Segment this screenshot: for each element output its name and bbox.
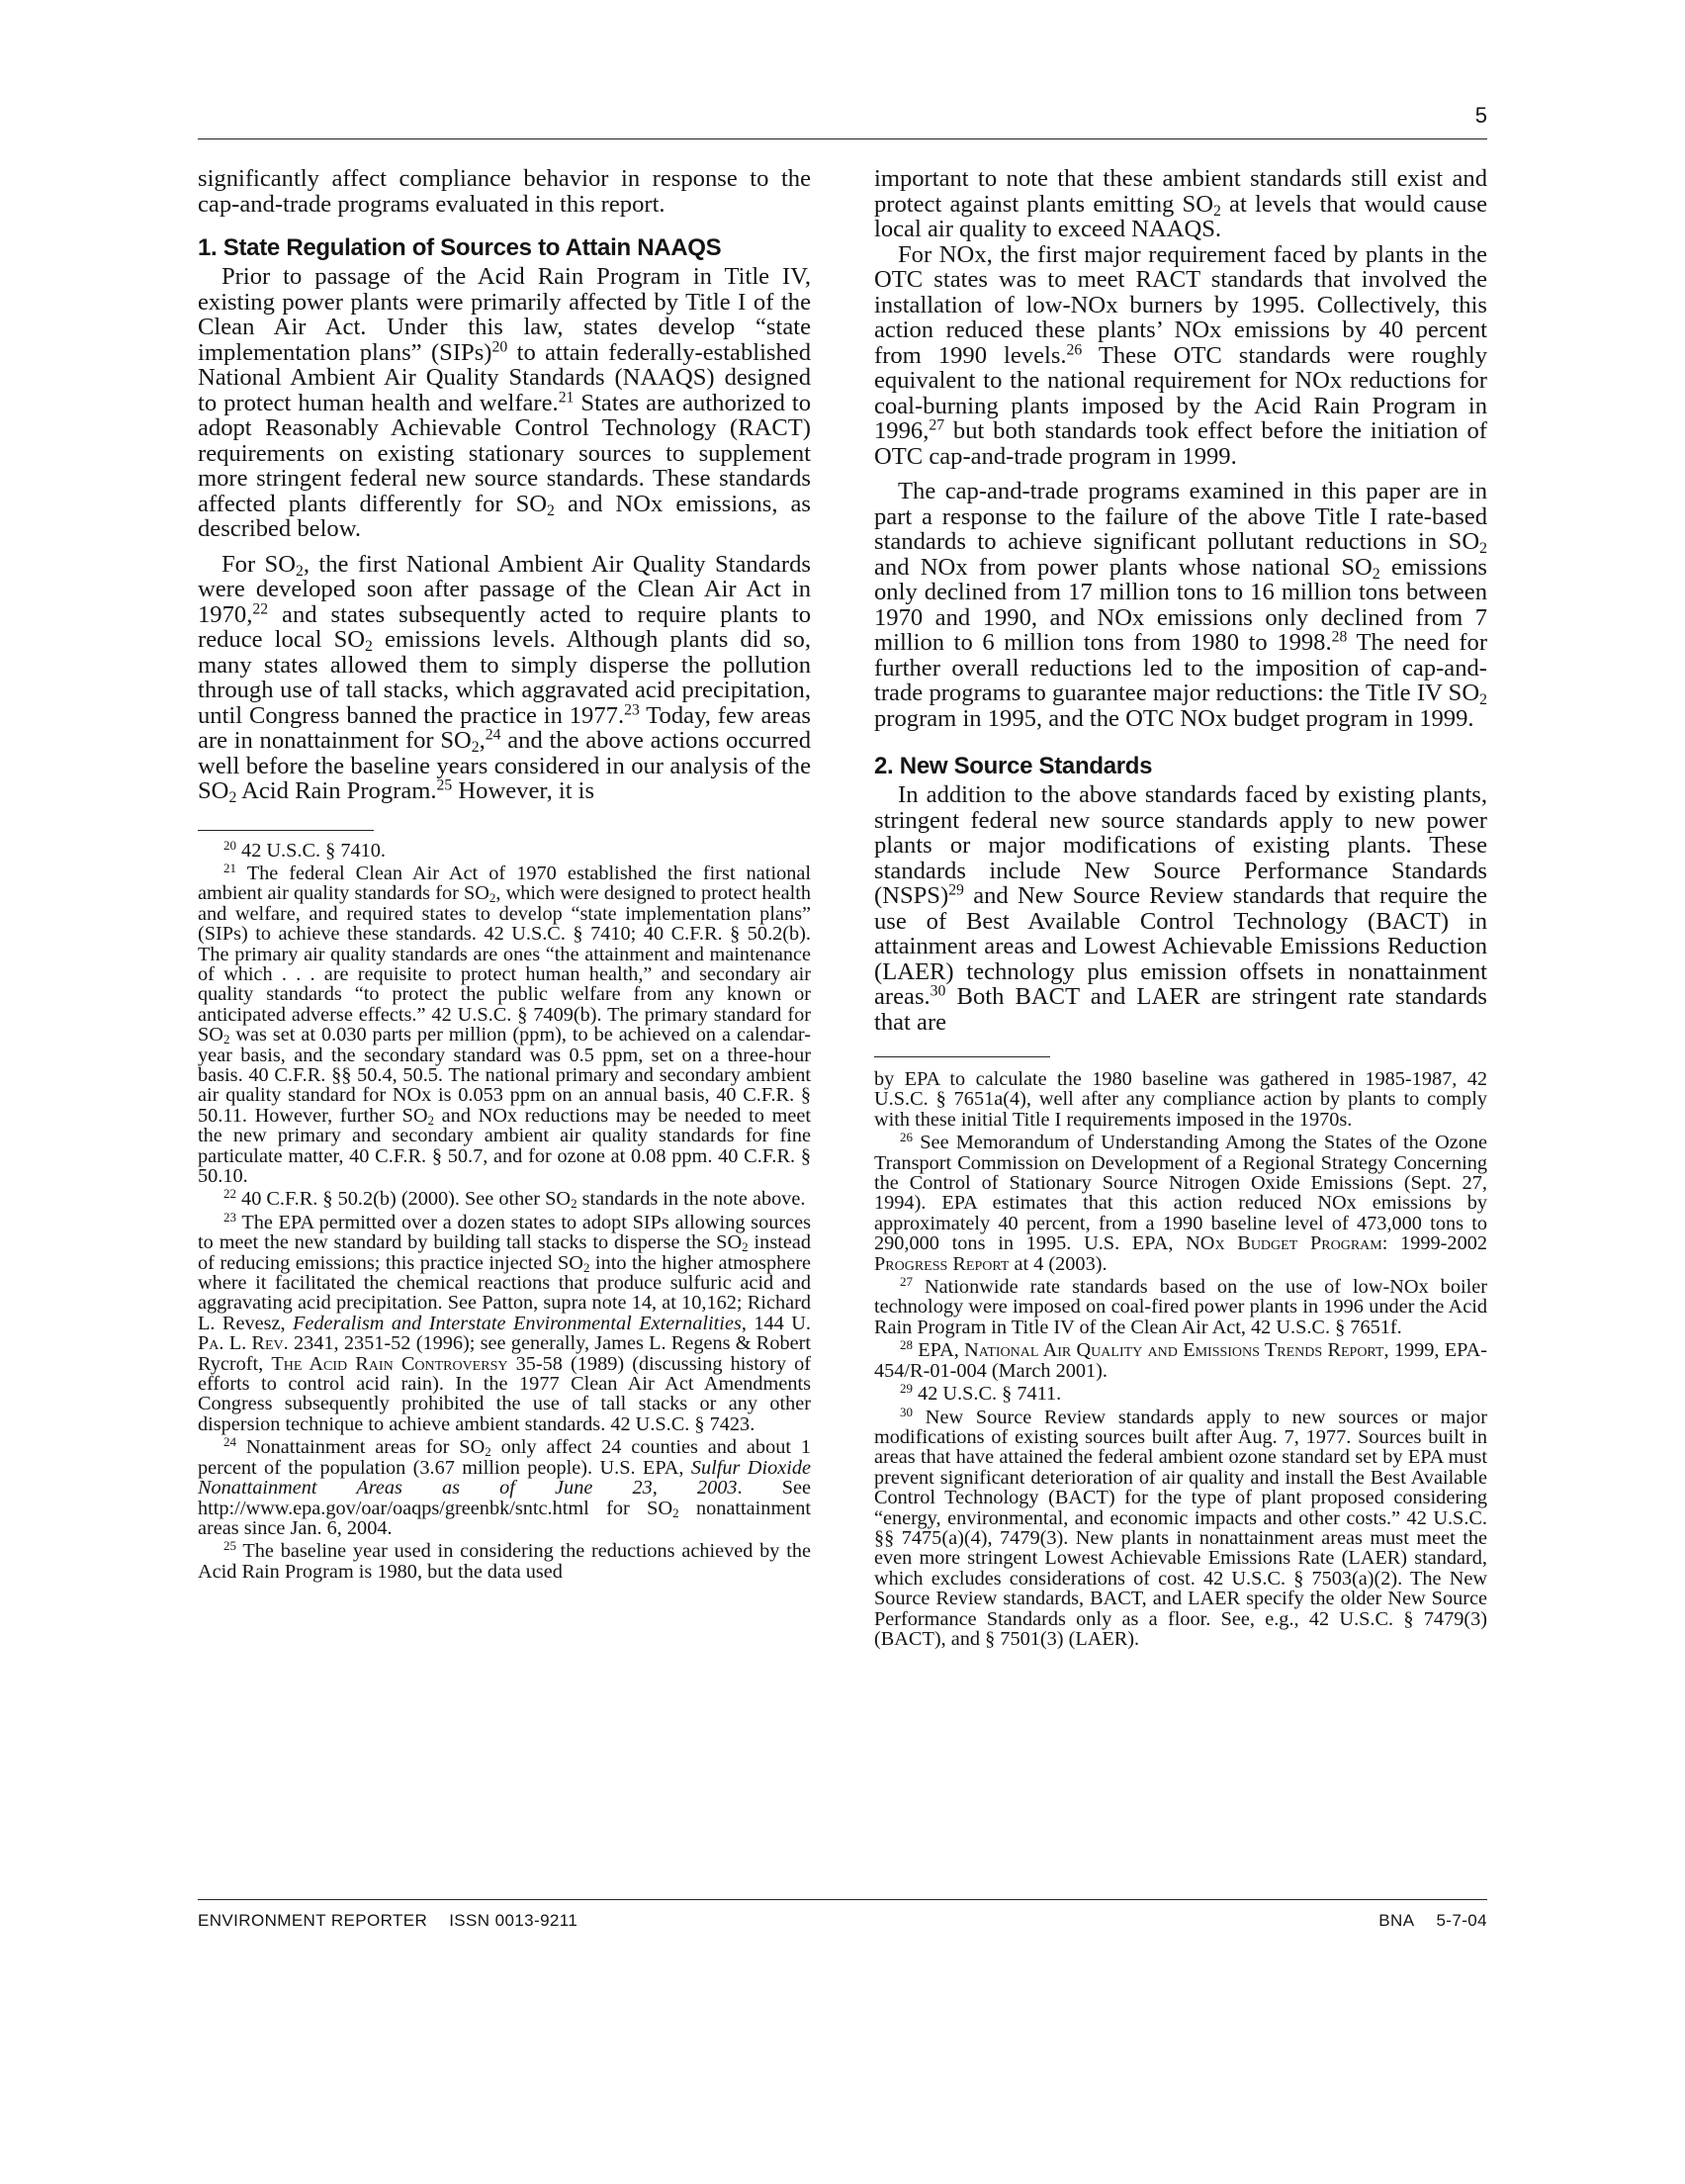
footer-publication-title: ENVIRONMENT REPORTER <box>198 1911 428 1930</box>
footnote-ref-25[interactable]: 25 <box>436 776 453 794</box>
footnote-ref-22[interactable]: 22 <box>252 599 269 617</box>
footnote-separator <box>198 830 374 831</box>
footnote-ref-27[interactable]: 27 <box>929 416 945 434</box>
footnote-ref-29[interactable]: 29 <box>948 881 964 899</box>
footnote-30: $^{30}$ New Source Review standards apply to new sources or major modifications of existing sources built after Aug. 7, 1977. Sources built in areas that have attained the federal ambient ozone standard set by EPA must prevent significant deterioration of air quality and install the Best Available Control Technology (BACT) for the type of plant proposed considering “energy, environmental, and economic impacts and other costs.” 42 U.S.C. §§ 7475(a)(4), 7479(3). New plants in nonattainment areas must meet the even more stringent Lowest Achievable Emissions Rate (LAER) standard, which excludes considerations of cost. 42 U.S.C. § 7503(a)(2). The New Source Review standards, BACT, and LAER specify the older New Source Performance Standards only as a floor. See, e.g., 42 U.S.C. § 7479(3) (BACT), and § 7501(3) (LAER). <box>874 1404 1487 1650</box>
paragraph-title-iv: Prior to passage of the Acid Rain Program in Title IV, existing power plants were primarily affected by Title I of the Clean Air Act. Under this law, states develop “state implementation plans” (SIPs)$^{20}$ to attain federally-established National Ambient Air Quality Standards (NAAQS) designed to protect human health and welfare.$^{21}$ States are authorized to adopt Reasonably Achievable Control Technology (RACT) requirements on existing stationary sources to supplement more stringent federal new source standards. These standards affected plants differently for $SO_2$ and NOx emissions, as described below. <box>198 263 812 542</box>
footer-date: 5-7-04 <box>1436 1911 1487 1930</box>
right-column <box>874 166 1487 1887</box>
footnote-ref-28[interactable]: 28 <box>1331 628 1348 646</box>
footnote-21: $^{21}$ The federal Clean Air Act of 1970 established the first national ambient air quality standards for $SO_2$, which were designed to protect health and welfare, and required states to develop “state implementation plans” (SIPs) to achieve these standards. 42 U.S.C. § 7410; 40 C.F.R. § 50.2(b). The primary air quality standards are ones “the attainment and maintenance of which . . . are requisite to protect human health,” and secondary air quality standards “to protect the public welfare from any known or anticipated adverse effects.” 42 U.S.C. § 7409(b). The primary standard for $SO_2$ was set at 0.030 parts per million (ppm), to be achieved on a calendar-year basis, and the secondary standard was 0.5 ppm, set on a three-hour basis. 40 C.F.R. §§ 50.4, 50.5. The national primary and secondary ambient air quality standard for NOx is 0.053 ppm on an annual basis, 40 C.F.R. § 50.11. However, further $SO_2$ and NOx reductions may be needed to meet the new primary and secondary ambient air quality standards for fine particulate matter, 40 C.F.R. § 50.7, and for ozone at 0.08 ppm. 40 C.F.R. § 50.10. <box>198 860 811 1187</box>
section-heading-new-source: 2. New Source Standards <box>874 753 1153 779</box>
intro-paragraph: significantly affect compliance behavior in response to the cap-and-trade programs evaluated in this report. <box>198 165 811 218</box>
footnote-23: $^{23}$ The EPA permitted over a dozen states to adopt SIPs allowing sources to meet the new standard by building tall stacks to disperse the $SO_2$ instead of reducing emissions; this practice injected $SO_2$ into the higher atmosphere where it facilitated the chemical reactions that produce sulfuric acid and aggravating acid precipitation. See Patton, supra note 14, at 10,162; Richard L. Revesz, Federalism and Interstate Environmental Externalities, 144 U. Pa. L. Rev. 2341, 2351-52 (1996); see generally, James L. Regens & Robert Rycroft, The Acid Rain Controversy 35-58 (1989) (discussing history of efforts to control acid rain). In the 1977 Clean Air Act Amendments Congress subsequently prohibited the use of tall stacks or any other dispersion technique to achieve ambient standards. 42 U.S.C. § 7423. <box>198 1209 811 1435</box>
left-column <box>198 166 811 1887</box>
header-rule <box>198 138 1487 139</box>
footnote-22: $^{22}$ 40 C.F.R. § 50.2(b) (2000). See other $SO_2$ standards in the note above. <box>223 1186 806 1212</box>
footnote-ref-21[interactable]: 21 <box>558 388 575 406</box>
footer-publisher: BNA <box>1378 1911 1415 1930</box>
paragraph-nox: For NOx, the first major requirement faced by plants in the OTC states was to meet RACT standards that involved the installation of low-NOx burners by 1995. Collectively, this action reduced these plants’ NOx emissions by 40 percent from 1990 levels.$^{26}$ These OTC standards were roughly equivalent to the national requirement for NOx reductions for coal-burning plants imposed by the Acid Rain Program in 1996,27 but both standards took effect before the initiation of OTC cap-and-trade program in 1999. <box>874 240 1487 470</box>
footnote-ref-24[interactable]: 24 <box>485 726 501 744</box>
page-number: 5 <box>1474 103 1487 128</box>
footnote-ref-23[interactable]: 23 <box>624 700 640 718</box>
footnote-27: $^{27}$ Nationwide rate standards based on the use of low-NOx boiler technology were imposed on coal-fired power plants in 1996 under the Acid Rain Program in Title IV of the Clean Air Act, 42 U.S.C. § 7651f. <box>874 1273 1487 1338</box>
footnote-ref-26[interactable]: 26 <box>1066 340 1083 358</box>
footnote-28: $^{28}$ EPA, National Air Quality and Emissions Trends Report, 1999, EPA-454/R-01-004 (March 2001). <box>874 1337 1487 1382</box>
footer-issn: ISSN 0013-9211 <box>449 1911 578 1930</box>
footnote-20: $^{20}$ 42 U.S.C. § 7410. <box>223 837 386 862</box>
footnote-24: $^{24}$ Nonattainment areas for $SO_2$ only affect 24 counties and about 1 percent of the population (3.67 million people). U.S. EPA, Sulfur Dioxide Nonattainment Areas as of June 23, 2003. See http://www.epa.gov/oar/oaqps/greenbk/sntc.html for $SO_2$ nonattainment areas since Jan. 6, 2004. <box>198 1434 812 1539</box>
paragraph-so2: For $SO_2$, the first National Ambient Air Quality Standards were developed soon after passage of the Clean Air Act in 1970,22 and states subsequently acted to require plants to reduce local $SO_2$ emissions levels. Although plants did so, many states allowed them to simply disperse the pollution through use of tall stacks, which aggravated acid precipitation, until Congress banned the practice in 1977.23 Today, few areas are in nonattainment for $SO_2,^{24}$ and the above actions occurred well before the baseline years considered in our analysis of the $SO_2$ Acid Rain Program.$^{25}$ However, it is <box>198 550 812 806</box>
footnote-25: $^{25}$ The baseline year used in considering the reductions achieved by the Acid Rain Program is 1980, but the data used <box>198 1538 811 1583</box>
section-heading-state-regulation: 1. State Regulation of Sources to Attain NAAQS <box>198 234 722 261</box>
footnote-29: $^{29}$ 42 U.S.C. § 7411. <box>900 1380 1062 1406</box>
footer-rule <box>198 1899 1487 1900</box>
footnote-ref-20[interactable]: 20 <box>491 337 508 355</box>
footnote-25-continued: by EPA to calculate the 1980 baseline was gathered in 1985-1987, 42 U.S.C. § 7651a(4), well after any compliance action by plants to comply with these initial Title I requirements imposed in the 1970s. <box>874 1068 1487 1131</box>
footnote-separator <box>874 1056 1050 1057</box>
paragraph-cap-and-trade: The cap-and-trade programs examined in this paper are in part a response to the failure of the above Title I rate-based standards to achieve significant pollutant reductions in $SO_2$ and NOx from power plants whose national $SO_2$ emissions only declined from 17 million tons to 16 million tons between 1970 and 1990, and NOx emissions only declined from 7 million to 6 million tons from 1980 to 1998.28 The need for further overall reductions led to the imposition of cap-and-trade programs to guarantee major reductions: the Title IV $SO_2$ program in 1995, and the OTC NOx budget program in 1999. <box>874 478 1488 732</box>
footer-publication <box>198 1911 577 1931</box>
footnote-ref-30[interactable]: 30 <box>930 982 946 1000</box>
footer-issue <box>1321 1911 1487 1931</box>
paragraph-new-source: In addition to the above standards faced by existing plants, stringent federal new source standards apply to new power plants or major modifications of existing plants. These standards include New Source Performance Standards (NSPS)$^{29}$ and New Source Review standards that require the use of Best Available Control Technology (BACT) in attainment areas and Lowest Achievable Emissions Reduction (LAER) technology plus emission offsets in nonattainment areas.$^{30}$ Both BACT and LAER are stringent rate standards that are <box>874 781 1487 1036</box>
footnote-26: $^{26}$ See Memorandum of Understanding Among the States of the Ozone Transport Commission on Development of a Regional Strategy Concerning the Control of Stationary Source Nitrogen Oxide Emissions (Sept. 27, 1994). EPA estimates that this action reduced NOx emissions by approximately 40 percent, from a 1990 baseline level of 473,000 tons to 290,000 tons in 1995. U.S. EPA, NOx Budget Program: 1999-2002 Progress Report at 4 (2003). <box>874 1130 1487 1275</box>
paragraph-ambient-standards: important to note that these ambient standards still exist and protect against plants emitting $SO_2$ at levels that would cause local air quality to exceed NAAQS. <box>874 165 1487 242</box>
